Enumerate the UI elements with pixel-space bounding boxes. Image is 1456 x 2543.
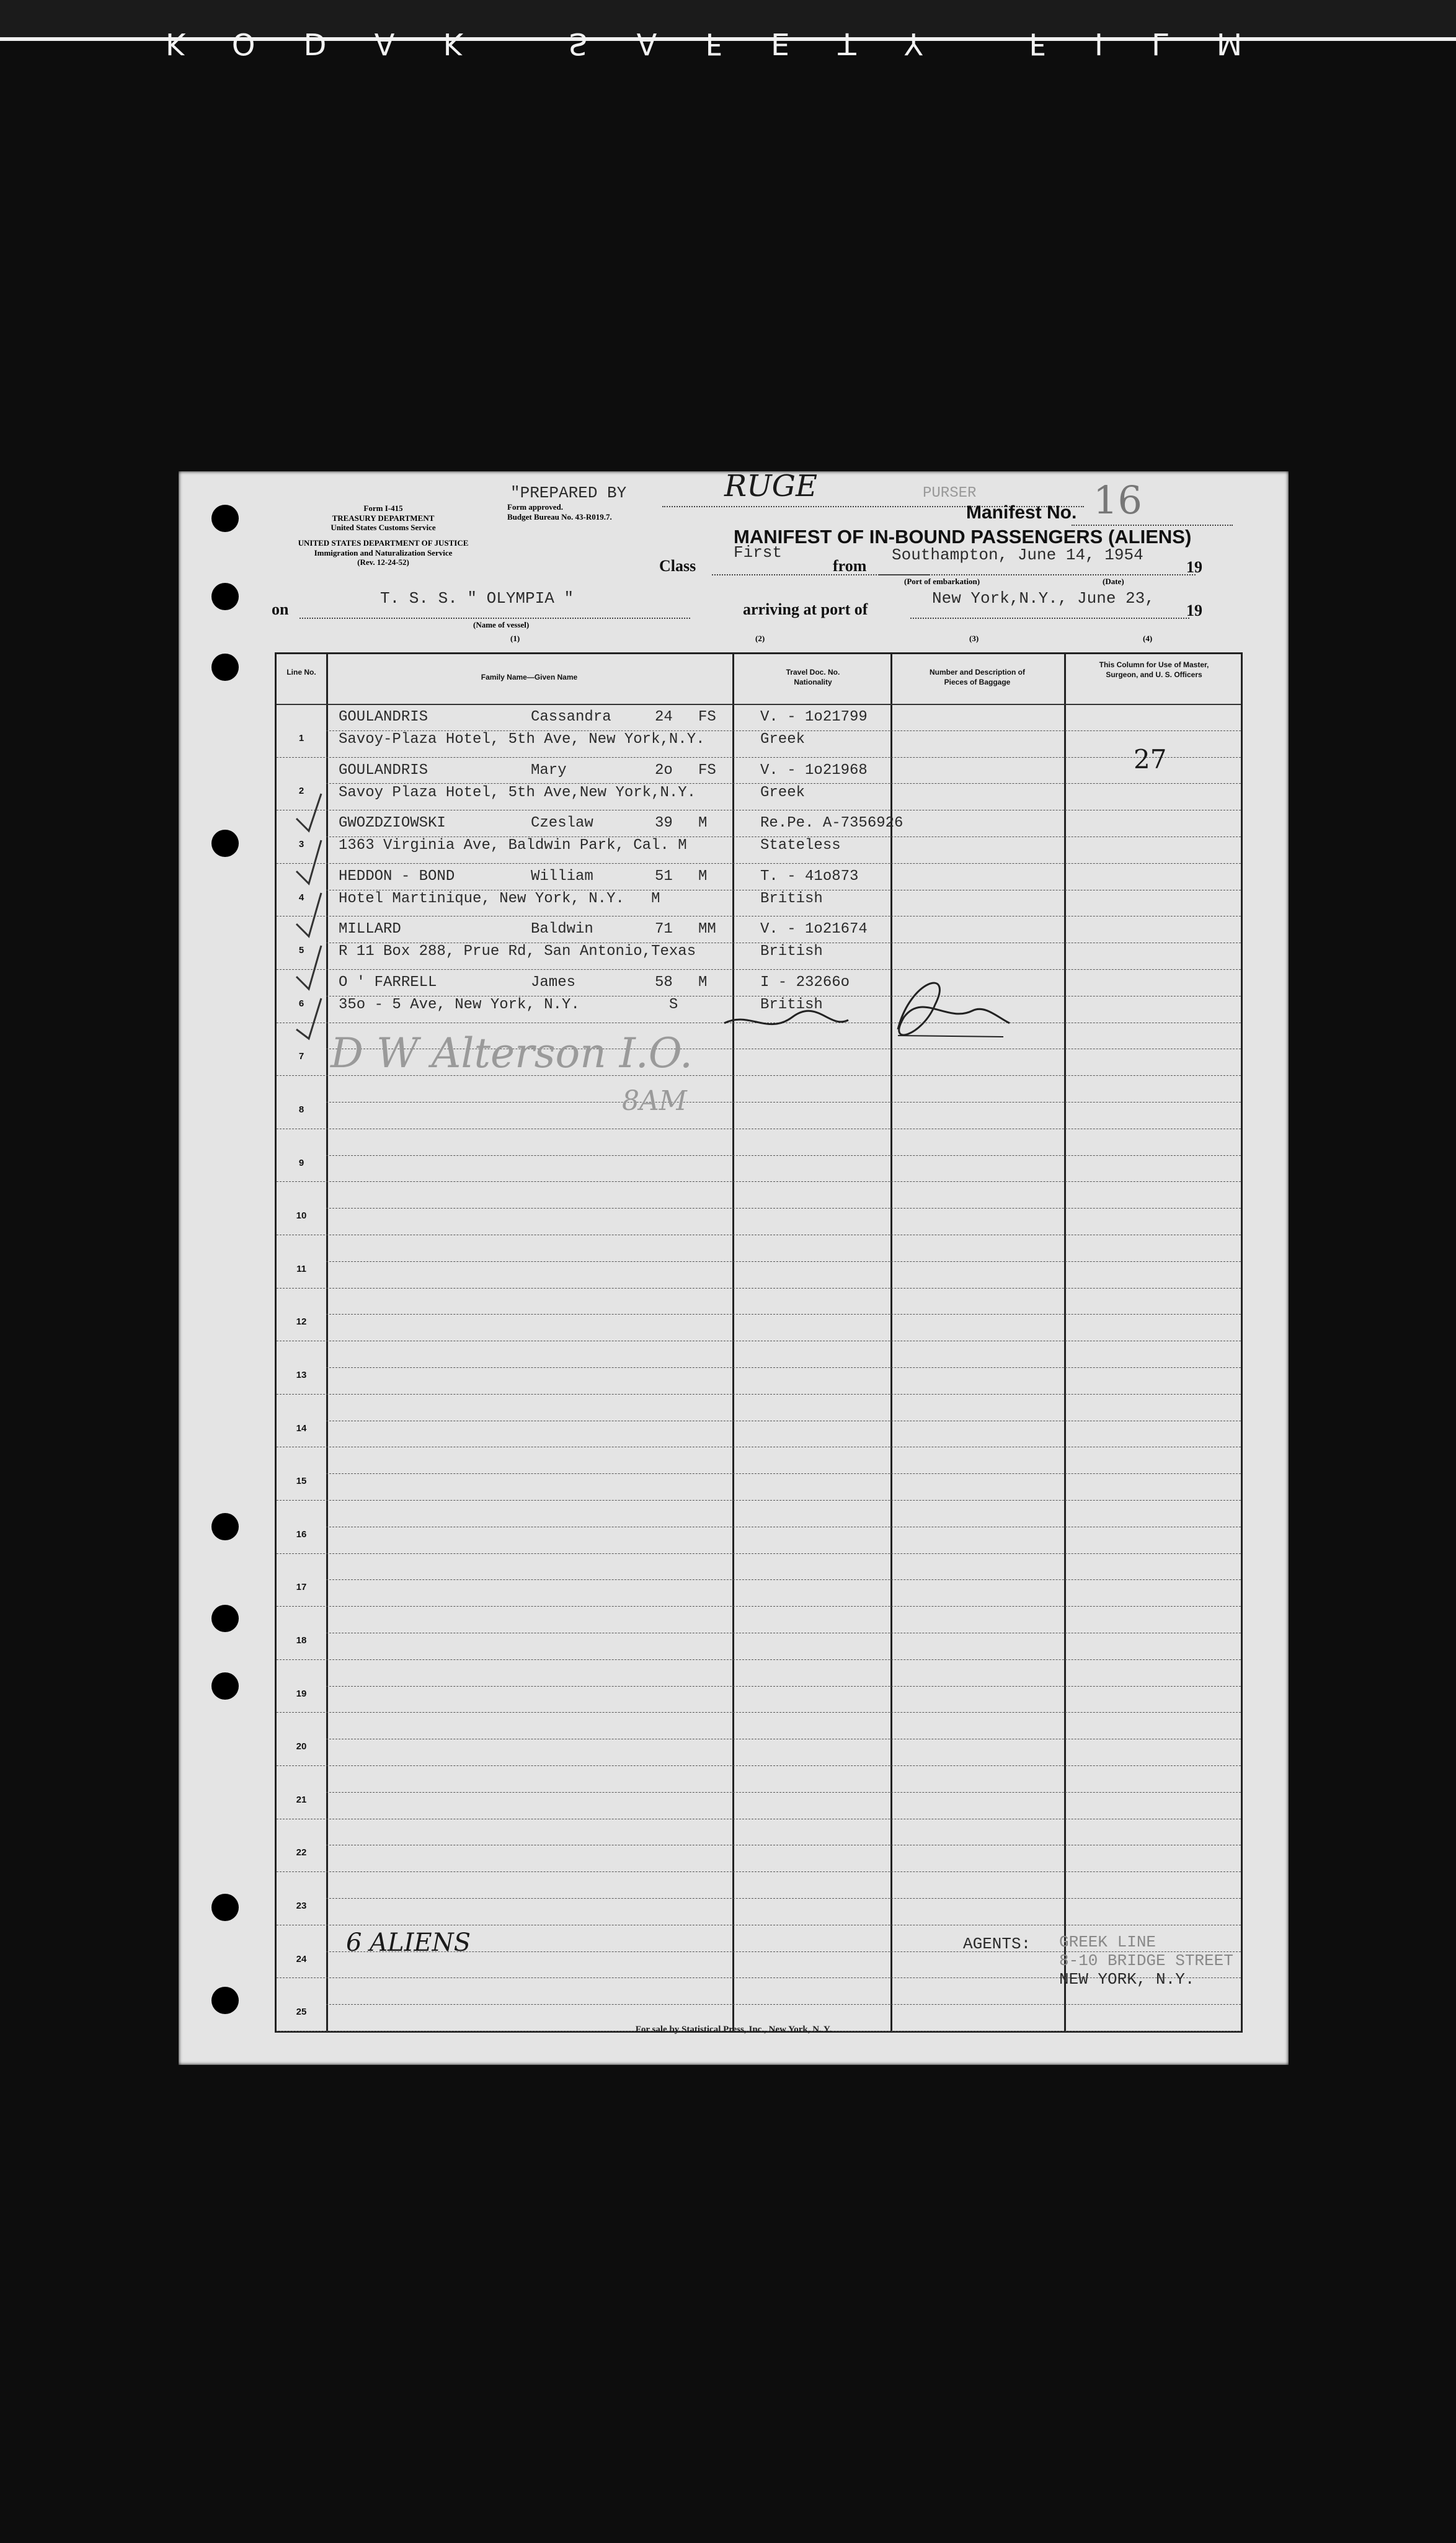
passenger-given-name: Cassandra (531, 709, 611, 726)
line-number: 12 (296, 1316, 307, 1328)
row-midline (326, 1314, 1241, 1315)
date-caption: (Date) (1103, 577, 1124, 586)
column-divider (732, 654, 734, 2031)
officer-note: 27 (1134, 744, 1167, 774)
row-separator (277, 1553, 1241, 1554)
line-number: 22 (296, 1847, 307, 1858)
vessel-value: T. S. S. " OLYMPIA " (380, 589, 574, 608)
agents-label: AGENTS: (963, 1935, 1031, 1953)
purser-label: PURSER (923, 485, 977, 502)
on-label: on (272, 600, 289, 618)
passenger-family-name: GWOZDZIOWSKI (339, 815, 446, 832)
film-edge (0, 0, 1456, 61)
passenger-address: R 11 Box 288, Prue Rd, San Antonio,Texas (339, 943, 696, 961)
arriving-line (910, 618, 1189, 619)
passenger-travel-doc: I - 23266o (760, 974, 850, 991)
from-line (879, 574, 1196, 575)
treasury-department: TREASURY DEPARTMENT (332, 513, 435, 523)
row-separator (277, 863, 1241, 864)
passenger-address: Savoy-Plaza Hotel, 5th Ave, New York,N.Y. (339, 731, 705, 748)
form-block (272, 504, 495, 533)
agents-address (1059, 1933, 1233, 1989)
passenger-family-name: MILLARD (339, 921, 401, 938)
passenger-travel-doc: Re.Pe. A-7356926 (760, 815, 903, 832)
passenger-age: 2o (655, 761, 673, 779)
binder-hole (211, 583, 239, 610)
row-midline (326, 1792, 1241, 1793)
passenger-travel-doc: T. - 41o873 (760, 868, 859, 885)
col-number-2: (2) (755, 634, 765, 643)
justice-block (272, 538, 495, 567)
passenger-family-name: HEDDON - BOND (339, 868, 455, 885)
manifest-no-label: Manifest No. (966, 502, 1077, 523)
line-number: 15 (296, 1476, 307, 1487)
row-separator (277, 1765, 1241, 1766)
col-header-travel: Travel Doc. No. Nationality (786, 668, 840, 686)
line-number: 23 (296, 1901, 307, 1911)
passenger-family-name: GOULANDRIS (339, 709, 428, 726)
row-midline (326, 1579, 1241, 1580)
row-separator (277, 1871, 1241, 1872)
line-number: 1 (298, 732, 304, 743)
passenger-sex: FS (698, 709, 716, 726)
passenger-nationality: British (760, 943, 823, 961)
arriving-label: arriving at port of (743, 600, 868, 618)
line-number: 13 (296, 1370, 307, 1380)
line-number: 21 (296, 1794, 307, 1805)
col-header-line-no: Line No. (286, 668, 316, 677)
passenger-sex: FS (698, 761, 716, 779)
line-number: 24 (296, 1953, 307, 1964)
passenger-sex: MM (698, 921, 716, 938)
passenger-address: 35o - 5 Ave, New York, N.Y. S (339, 996, 678, 1013)
passenger-address: 1363 Virginia Ave, Baldwin Park, Cal. M (339, 837, 687, 854)
line-number: 18 (296, 1635, 307, 1646)
arriving-year-label: 19 (1186, 601, 1202, 619)
row-midline (326, 1898, 1241, 1899)
row-separator (277, 1288, 1241, 1289)
passenger-travel-doc: V. - 1o21799 (760, 709, 868, 726)
prepared-by-value: RUGE (724, 469, 817, 504)
binder-hole (211, 1672, 239, 1700)
passenger-given-name: William (531, 868, 593, 885)
passenger-address: Hotel Martinique, New York, N.Y. M (339, 890, 660, 907)
row-midline (326, 1686, 1241, 1687)
line-number: 25 (296, 2007, 307, 2018)
line-number: 11 (296, 1263, 306, 1274)
from-label: from (833, 557, 867, 575)
row-separator (277, 1394, 1241, 1395)
line-number: 20 (296, 1741, 307, 1752)
class-label: Class (659, 557, 696, 575)
passenger-nationality: Greek (760, 784, 806, 801)
col-number-1: (1) (510, 634, 520, 643)
revision-date: (Rev. 12-24-52) (357, 557, 409, 567)
passenger-sex: M (698, 974, 708, 991)
line-number: 16 (296, 1529, 307, 1540)
line-number: 10 (296, 1210, 307, 1222)
line-number: 14 (296, 1422, 307, 1434)
passenger-family-name: GOULANDRIS (339, 761, 428, 779)
col-header-name: Family Name—Given Name (481, 673, 578, 681)
row-midline (326, 1155, 1241, 1156)
from-value: Southampton, June 14, 1954 (892, 546, 1143, 564)
binder-hole (211, 654, 239, 681)
row-midline (326, 1261, 1241, 1262)
row-midline (326, 1367, 1241, 1368)
passenger-nationality: Greek (760, 731, 806, 748)
line-number: 3 (298, 839, 304, 850)
prepared-by-label: "PREPARED BY (510, 484, 627, 502)
col-number-3: (3) (969, 634, 979, 643)
inspection-time: 8AM (622, 1085, 687, 1117)
header-divider (277, 704, 1241, 705)
line-number: 2 (298, 786, 304, 797)
row-midline (326, 1208, 1241, 1209)
row-separator (277, 1181, 1241, 1182)
manifest-page (179, 471, 1289, 2065)
row-separator (277, 1500, 1241, 1501)
inspector-signature: D W Alterson I.O. (331, 1029, 693, 1077)
line-number: 8 (298, 1104, 304, 1115)
line-number: 17 (296, 1582, 307, 1593)
col-header-officers: This Column for Use of Master, Surgeon, and U. S. Officers (1099, 660, 1209, 679)
row-separator (277, 757, 1241, 758)
port-caption: (Port of embarkation) (904, 577, 980, 586)
passenger-travel-doc: V. - 1o21968 (760, 761, 868, 779)
row-midline (326, 2004, 1241, 2005)
arriving-value: New York,N.Y., June 23, (932, 589, 1155, 608)
aliens-count: 6 ALIENS (346, 1928, 471, 1957)
row-separator (277, 1606, 1241, 1607)
passenger-age: 24 (655, 709, 673, 726)
vessel-line (300, 618, 690, 619)
film-edge-text: KODAK SAFETY FILM (165, 26, 1291, 61)
row-midline (326, 1473, 1241, 1474)
passenger-given-name: James (531, 974, 576, 991)
binder-hole (211, 1513, 239, 1540)
immigration-service: Immigration and Naturalization Service (314, 548, 453, 557)
passenger-family-name: O ' FARRELL (339, 974, 437, 991)
col-header-baggage: Number and Description of Pieces of Baggage (929, 668, 1025, 686)
binder-hole (211, 830, 239, 857)
passenger-sex: M (698, 868, 708, 885)
vessel-caption: (Name of vessel) (473, 620, 530, 629)
passenger-nationality: British (760, 890, 823, 907)
passenger-table (275, 652, 1243, 2033)
passenger-given-name: Mary (531, 761, 567, 779)
line-number: 5 (298, 945, 304, 956)
passenger-age: 51 (655, 868, 673, 885)
form-approved: Form approved. Budget Bureau No. 43-R019.7. (507, 502, 612, 521)
department-of-justice: UNITED STATES DEPARTMENT OF JUSTICE (298, 538, 469, 548)
passenger-travel-doc: V. - 1o21674 (760, 921, 868, 938)
passenger-age: 58 (655, 974, 673, 991)
line-number: 6 (298, 998, 304, 1009)
line-number: 19 (296, 1688, 307, 1699)
customs-service: United States Customs Service (331, 523, 436, 533)
manifest-title: MANIFEST OF IN-BOUND PASSENGERS (ALIENS) (734, 526, 1192, 548)
form-number: Form I-415 (363, 504, 403, 513)
check-marks (272, 781, 346, 1042)
binder-hole (211, 1605, 239, 1632)
col-number-4: (4) (1143, 634, 1153, 643)
line-number: 7 (298, 1051, 304, 1062)
passenger-address: Savoy Plaza Hotel, 5th Ave,New York,N.Y. (339, 784, 696, 801)
handwritten-scrawl (712, 967, 1022, 1054)
passenger-sex: M (698, 815, 708, 832)
passenger-age: 39 (655, 815, 673, 832)
row-separator (277, 1712, 1241, 1713)
binder-hole (211, 1894, 239, 1921)
passenger-age: 71 (655, 921, 673, 938)
class-value: First (734, 543, 783, 562)
row-separator (277, 1659, 1241, 1660)
agents-line: 8-10 BRIDGE STREET (1059, 1951, 1233, 1970)
passenger-nationality: Stateless (760, 837, 841, 854)
from-year-label: 19 (1186, 558, 1202, 576)
line-number: 4 (298, 892, 304, 903)
passenger-nationality: British (760, 996, 823, 1013)
agents-line: NEW YORK, N.Y. (1059, 1969, 1195, 1989)
passenger-given-name: Baldwin (531, 921, 593, 938)
row-midline (326, 1102, 1241, 1103)
column-divider (890, 654, 892, 2031)
binder-hole (211, 505, 239, 532)
line-number: 9 (298, 1157, 304, 1168)
manifest-no-value: 16 (1093, 477, 1142, 523)
column-divider (1064, 654, 1066, 2031)
printer-footer: For sale by Statistical Press, Inc., New York, N. Y. (635, 2025, 832, 2035)
agents-line: GREEK LINE (1059, 1933, 1156, 1951)
binder-hole (211, 1987, 239, 2014)
passenger-given-name: Czeslaw (531, 815, 593, 832)
